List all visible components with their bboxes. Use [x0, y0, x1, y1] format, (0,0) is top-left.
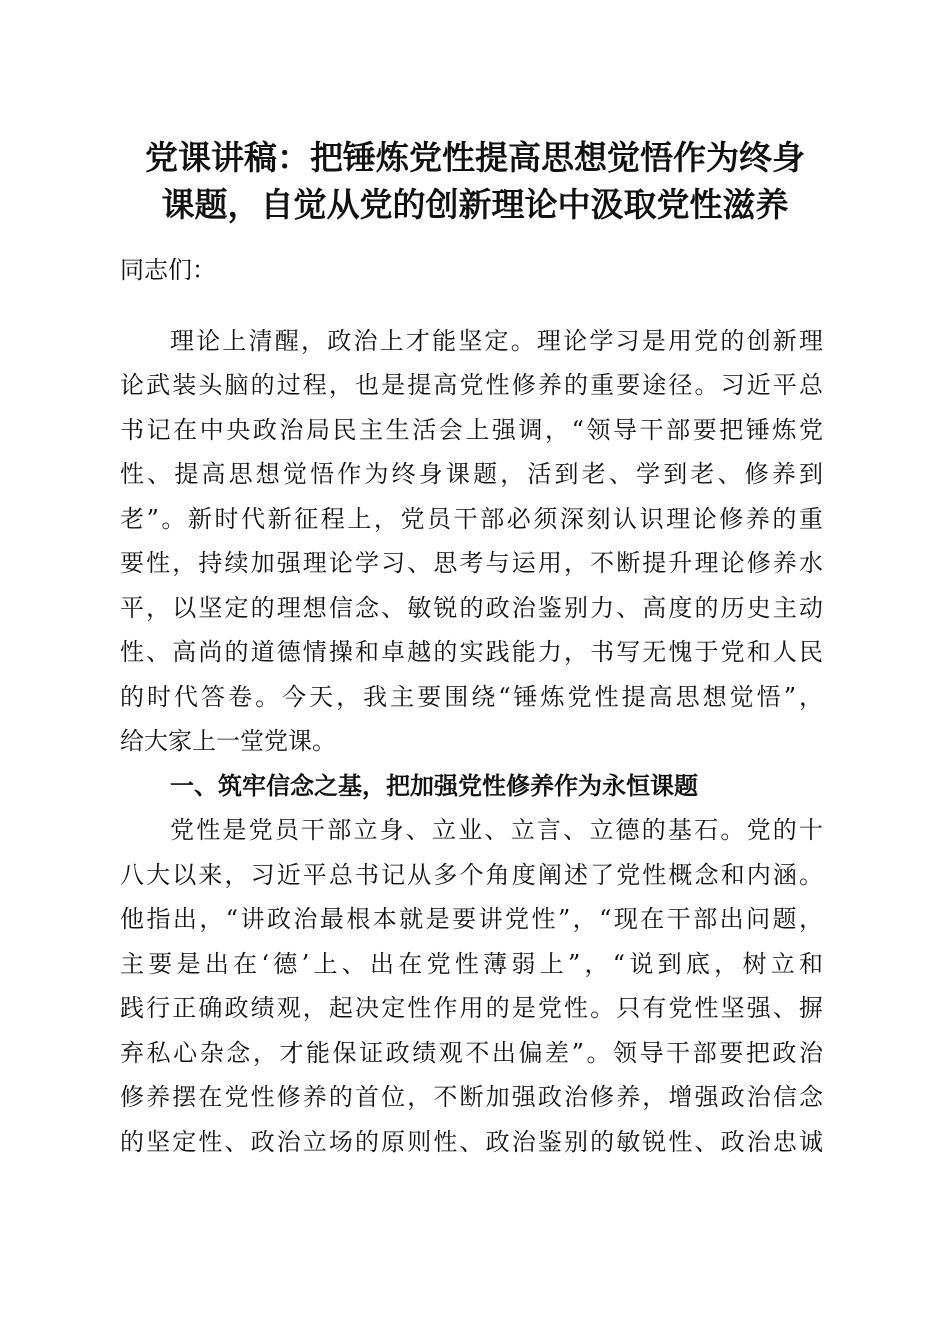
text-line: 论武装头脑的过程，也是提高党性修养的重要途径。习近平总	[120, 371, 823, 399]
text-line: 理论上清醒，政治上才能坚定。理论学习是用党的创新理	[170, 326, 823, 355]
title-line: 课题，自觉从党的创新理论中汲取党性滋养	[161, 185, 789, 224]
text-line: 要性，持续加强理论学习、思考与运用，不断提升理论修养水	[120, 549, 823, 577]
text-line: 党性是党员干部立身、立业、立言、立德的基石。党的十	[170, 816, 823, 844]
text-line: 平，以坚定的理想信念、敏锐的政治鉴别力、高度的历史主动	[120, 593, 823, 622]
text-line: 的时代答卷。今天，我主要围绕“锤炼党性提高思想觉悟”，	[120, 682, 823, 711]
text-line: 修养摆在党性修养的首位，不断加强政治修养，增强政治信念	[120, 1083, 823, 1111]
title-line: 党课讲稿：把锤炼党性提高思想觉悟作为终身	[145, 138, 805, 177]
document-body	[120, 248, 823, 1164]
text-line: 的坚定性、政治立场的原则性、政治鉴别的敏锐性、政治忠诚	[120, 1127, 823, 1156]
document-title	[100, 134, 850, 228]
section-heading	[120, 764, 823, 809]
text-line: 主要是出在‘德’上、出在党性薄弱上”，“说到底，树立和	[120, 949, 823, 978]
text-line: 践行正确政绩观，起决定性作用的是党性。只有党性坚强、摒	[120, 994, 823, 1022]
text-line: 性、高尚的道德情操和卓越的实践能力，书写无愧于党和人民	[120, 638, 823, 666]
content-blocks	[120, 319, 823, 1165]
text-line: 老”。新时代新征程上，党员干部必须深刻认识理论修养的重	[120, 504, 823, 533]
text-line: 八大以来，习近平总书记从多个角度阐述了党性概念和内涵。	[120, 860, 823, 889]
text-line: 弃私心杂念，才能保证政绩观不出偏差”。领导干部要把政治	[120, 1038, 823, 1067]
greeting: 同志们：	[120, 256, 216, 284]
heading-text: 一、筑牢信念之基，把加强党性修养作为永恒课题	[170, 771, 698, 800]
paragraph	[120, 808, 823, 1164]
text-line: 他指出，“讲政治最根本就是要讲党性”，“现在干部出问题，	[120, 905, 823, 933]
text-line: 性、提高思想觉悟作为终身课题，活到老、学到老、修养到	[120, 460, 823, 488]
paragraph	[120, 319, 823, 764]
text-line: 给大家上一堂党课。	[120, 727, 336, 755]
text-line: 书记在中央政治局民主生活会上强调，“领导干部要把锤炼党	[120, 415, 823, 444]
